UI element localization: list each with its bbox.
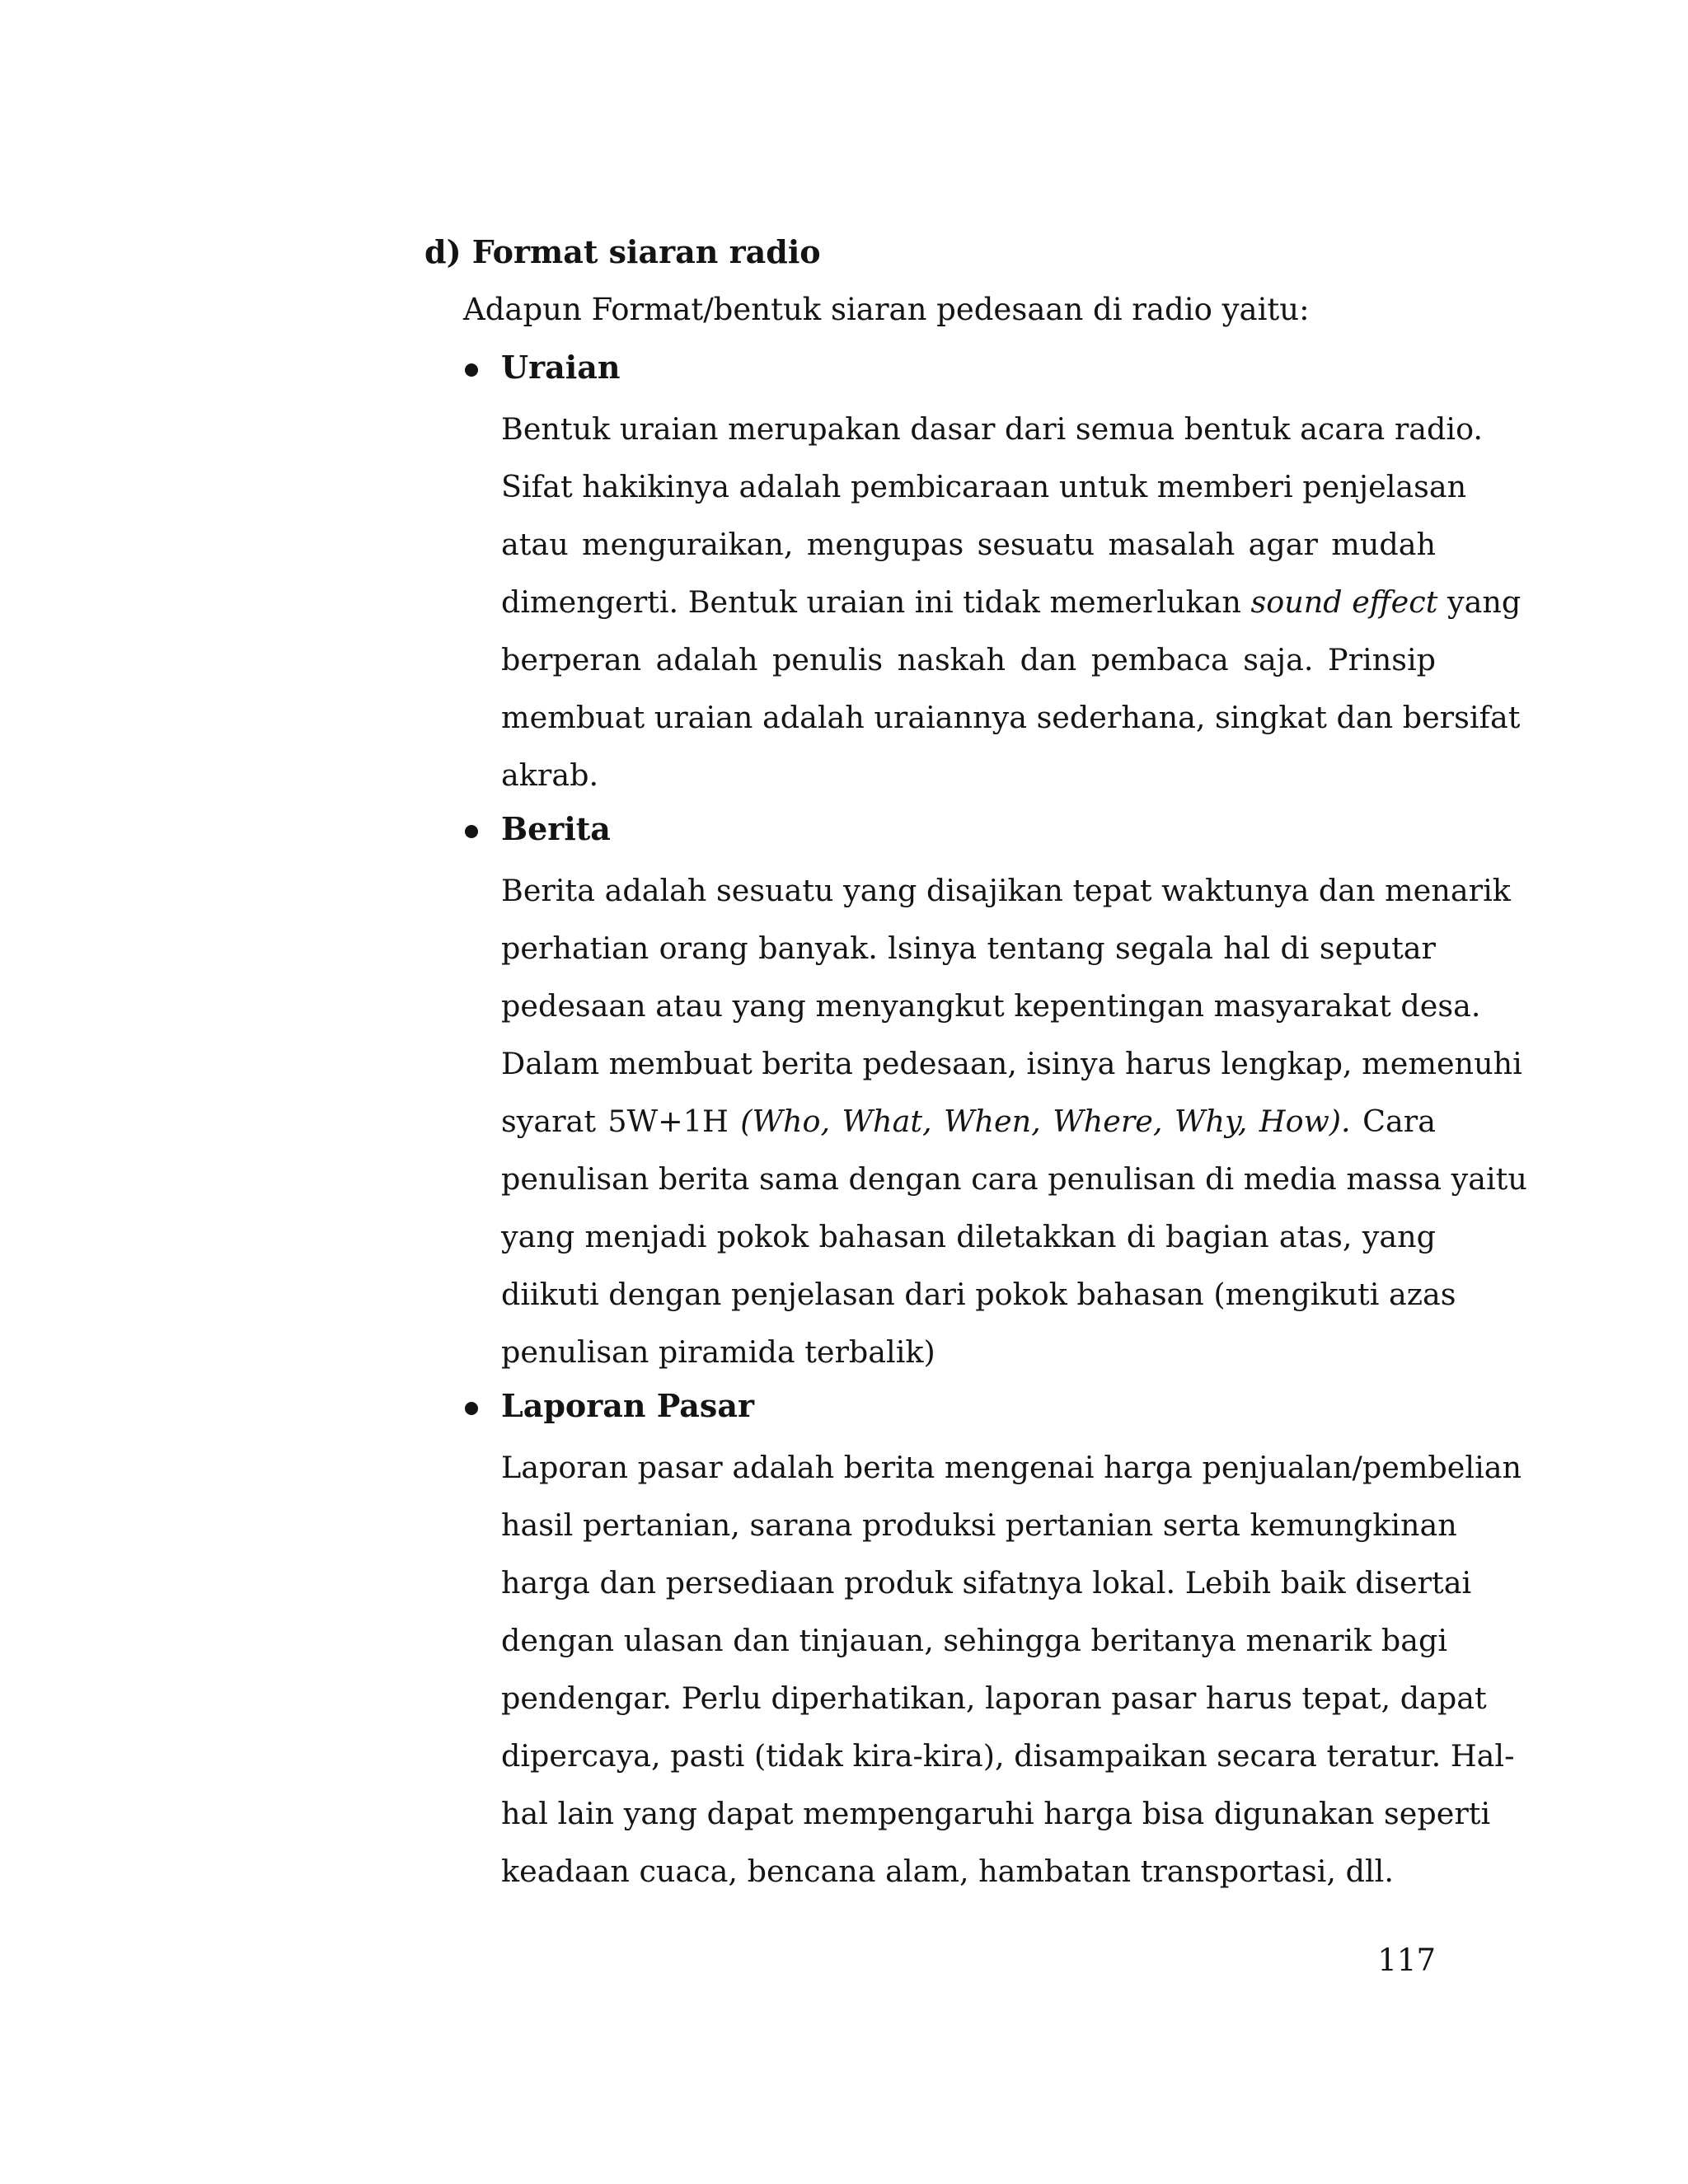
paragraph-line: penulisan berita sama dengan cara penulisan di media massa yaitu xyxy=(501,1161,1527,1197)
list-item-uraian xyxy=(463,343,1522,804)
paragraph-line: pendengar. Perlu diperhatikan, laporan pasar harus tepat, dapat xyxy=(501,1680,1487,1716)
item-title-text: Berita xyxy=(501,810,611,847)
item-paragraph xyxy=(501,401,1522,804)
paragraph-line: Laporan pasar adalah berita mengenai harga penjualan/pembelian xyxy=(501,1450,1522,1485)
item-title-text: Laporan Pasar xyxy=(501,1387,754,1424)
item-paragraph xyxy=(501,862,1527,1381)
paragraph-line: yang menjadi pokok bahasan diletakkan di bagian atas, yang xyxy=(501,1219,1436,1254)
paragraph-line: Dalam membuat berita pedesaan, isinya harus lengkap, memenuhi xyxy=(501,1046,1522,1081)
paragraph-line: berperan adalah penulis naskah dan pembaca saja. Prinsip xyxy=(501,642,1436,677)
paragraph-line: akrab. xyxy=(501,757,599,793)
line-text: yang xyxy=(1447,584,1522,620)
list-item-berita xyxy=(463,804,1527,1381)
paragraph-line: membuat uraian adalah uraiannya sederhana, singkat dan bersifat xyxy=(501,700,1521,735)
paragraph-line: diikuti dengan penjelasan dari pokok bahasan (mengikuti azas xyxy=(501,1277,1456,1312)
item-paragraph xyxy=(501,1439,1522,1900)
paragraph-line: dipercaya, pasti (tidak kira-kira), disampaikan secara teratur. Hal- xyxy=(501,1738,1515,1774)
intro-paragraph: Adapun Format/bentuk siaran pedesaan di radio yaitu: xyxy=(463,292,1310,327)
item-title-text: Uraian xyxy=(501,349,621,386)
line-text: Cara xyxy=(1362,1104,1437,1139)
page-number: 117 xyxy=(1377,1943,1436,1978)
paragraph-line: penulisan piramida terbalik) xyxy=(501,1334,935,1370)
paragraph-line: Bentuk uraian merupakan dasar dari semua bentuk acara radio. xyxy=(501,411,1484,447)
italic-term: sound effect xyxy=(1250,584,1438,620)
paragraph-line: harga dan persediaan produk sifatnya lokal. Lebih baik disertai xyxy=(501,1565,1472,1601)
paragraph-line: hal lain yang dapat mempengaruhi harga bisa digunakan seperti xyxy=(501,1796,1491,1831)
list-item-title xyxy=(463,343,1436,401)
paragraph-line xyxy=(501,574,1522,631)
bullet-icon xyxy=(465,825,478,838)
paragraph-line: Sifat hakikinya adalah pembicaraan untuk memberi penjelasan xyxy=(501,469,1467,504)
paragraph-line: pedesaan atau yang menyangkut kepentingan masyarakat desa. xyxy=(501,988,1481,1024)
paragraph-line: hasil pertanian, sarana produksi pertanian serta kemungkinan xyxy=(501,1507,1457,1543)
paragraph-line: Berita adalah sesuatu yang disajikan tepat waktunya dan menarik xyxy=(501,873,1511,908)
bullet-icon xyxy=(465,1402,478,1415)
section-heading: d) Format siaran radio xyxy=(424,233,821,270)
list-item-laporan-pasar xyxy=(463,1381,1522,1900)
line-text: syarat 5W+1H xyxy=(501,1104,729,1139)
bullet-icon xyxy=(465,363,478,377)
list-item-title xyxy=(463,1381,1436,1439)
paragraph-line: perhatian orang banyak. lsinya tentang segala hal di seputar xyxy=(501,930,1436,966)
line-text: dimengerti. Bentuk uraian ini tidak memerlukan xyxy=(501,584,1241,620)
paragraph-line xyxy=(501,1093,1436,1151)
italic-term: (Who, What, When, Where, Why, How). xyxy=(740,1104,1351,1139)
list-item-title xyxy=(463,804,1436,862)
paragraph-line: dengan ulasan dan tinjauan, sehingga beritanya menarik bagi xyxy=(501,1623,1448,1658)
paragraph-line: keadaan cuaca, bencana alam, hambatan transportasi, dll. xyxy=(501,1854,1394,1889)
paragraph-line: atau menguraikan, mengupas sesuatu masalah agar mudah xyxy=(501,527,1436,562)
